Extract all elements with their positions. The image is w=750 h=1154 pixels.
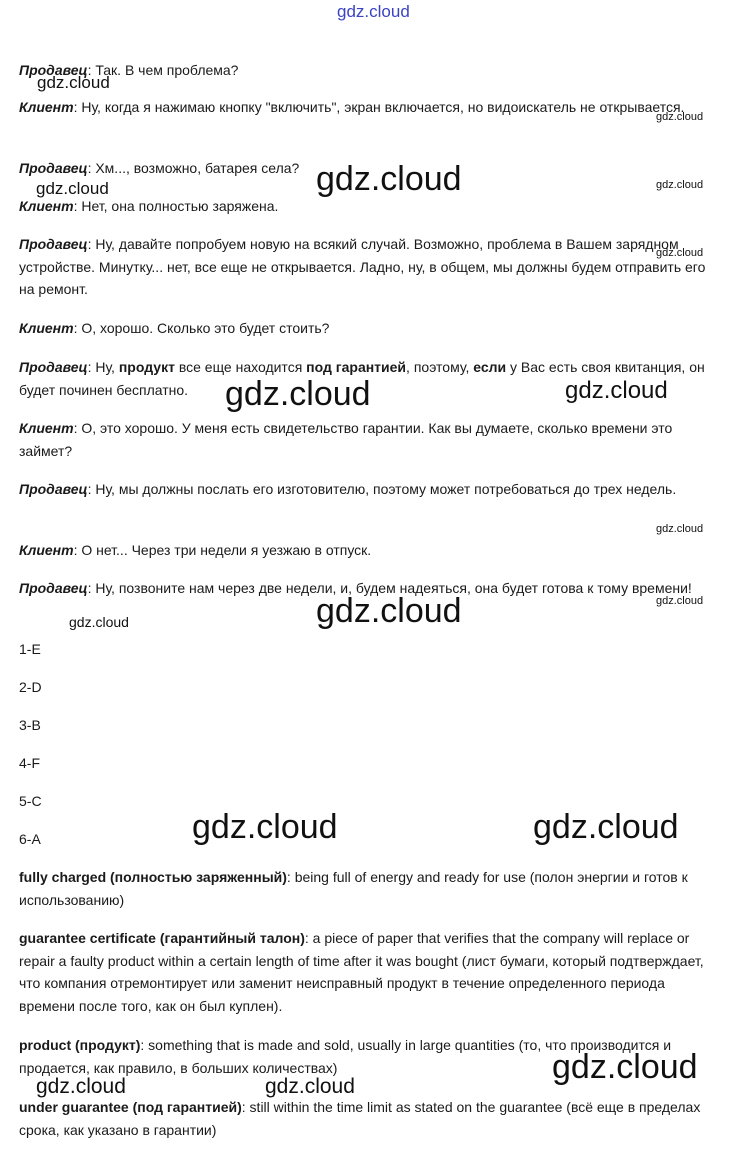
watermark: gdz.cloud bbox=[36, 179, 109, 198]
glossary-definition: : being full of energy and ready for use (полон энергии и готов к использованию) bbox=[19, 869, 688, 908]
watermark: gdz.cloud bbox=[656, 595, 704, 607]
glossary-entry-under-guarantee bbox=[19, 1096, 724, 1141]
line-text: : О, хорошо. Сколько это будет стоить? bbox=[73, 320, 330, 336]
watermark: gdz.cloud bbox=[533, 808, 679, 846]
speaker-label: Клиент bbox=[19, 320, 74, 336]
answer-item: 4-F bbox=[19, 755, 40, 771]
speaker-label: Продавец bbox=[19, 481, 88, 497]
dialogue-line-8 bbox=[19, 417, 724, 462]
watermark: gdz.cloud bbox=[656, 111, 704, 123]
watermark: gdz.cloud bbox=[565, 377, 668, 404]
speaker-label: Клиент bbox=[19, 542, 74, 558]
watermark: gdz.cloud bbox=[316, 160, 462, 198]
watermark: gdz.cloud bbox=[265, 1075, 355, 1098]
speaker-label: Клиент bbox=[19, 420, 74, 436]
bold-term: если bbox=[473, 359, 507, 375]
glossary-entry-fully-charged bbox=[19, 866, 724, 911]
dialogue-line-5 bbox=[19, 233, 724, 301]
answer-item: 3-B bbox=[19, 717, 41, 733]
speaker-label: Продавец bbox=[19, 160, 88, 176]
glossary-definition: : something that is made and sold, usually in large quantities (то, что производится и продается, как правило, в больших количествах) bbox=[19, 1037, 672, 1076]
glossary-term: under guarantee (под гарантией) bbox=[19, 1099, 242, 1115]
glossary-term: guarantee certificate (гарантийный талон) bbox=[19, 930, 305, 946]
line-text: : Ну, мы должны послать его изготовителю, поэтому может потребоваться до трех недель. bbox=[87, 481, 677, 497]
line-text: , поэтому, bbox=[406, 359, 474, 375]
watermark: gdz.cloud bbox=[316, 592, 462, 630]
dialogue-line-9 bbox=[19, 478, 724, 501]
line-text: : Хм..., возможно, батарея села? bbox=[87, 160, 300, 176]
answer-item: 1-E bbox=[19, 641, 41, 657]
bold-term: под гарантией bbox=[306, 359, 407, 375]
dialogue-line-6 bbox=[19, 317, 724, 340]
watermark: gdz.cloud bbox=[69, 614, 129, 630]
watermark: gdz.cloud bbox=[36, 1075, 126, 1098]
glossary-definition: : a piece of paper that verifies that the company will replace or repair a faulty product within a certain length of time after it was bought (лист бумаги, который подтверждает, что компания отремонтирует или заменит неисправный продукт в течение определенного периода времени после того, как он был куплен). bbox=[19, 930, 704, 1014]
bold-term: продукт bbox=[118, 359, 175, 375]
line-text: : Так. В чем проблема? bbox=[87, 62, 239, 78]
glossary-definition: : still within the time limit as stated on the guarantee (всё еще в пределах срока, как указано в гарантии) bbox=[19, 1099, 701, 1138]
answer-item: 5-C bbox=[19, 793, 42, 809]
line-text: : О нет... Через три недели я уезжаю в отпуск. bbox=[73, 542, 372, 558]
watermark: gdz.cloud bbox=[656, 179, 704, 191]
dialogue-line-4 bbox=[19, 195, 724, 218]
glossary-term: product (продукт) bbox=[19, 1037, 141, 1053]
speaker-label: Продавец bbox=[19, 236, 88, 252]
line-text: : Ну, давайте попробуем новую на всякий случай. Возможно, проблема в Вашем зарядном устройстве. Минутку... нет, все еще не открывается. Ладно, ну, в общем, мы должны будем отправить его на ремонт. bbox=[19, 236, 706, 297]
line-text: : Ну, когда я нажимаю кнопку "включить", экран включается, но видоискатель не открывается. bbox=[73, 99, 685, 115]
speaker-label: Продавец bbox=[19, 62, 88, 78]
speaker-label: Продавец bbox=[19, 580, 88, 596]
line-text: : Ну, позвоните нам через две недели, и, будем надеяться, она будет готова к тому времени! bbox=[87, 580, 692, 596]
glossary-entry-guarantee-certificate bbox=[19, 927, 724, 1017]
watermark: gdz.cloud bbox=[192, 808, 338, 846]
dialogue-line-1 bbox=[19, 59, 724, 82]
glossary-term: fully charged (полностью заряженный) bbox=[19, 869, 287, 885]
speaker-label: Клиент bbox=[19, 99, 74, 115]
dialogue-line-2 bbox=[19, 96, 724, 119]
line-text: все еще находится bbox=[174, 359, 307, 375]
watermark: gdz.cloud bbox=[225, 375, 371, 413]
line-text: : Нет, она полностью заряжена. bbox=[73, 198, 279, 214]
watermark: gdz.cloud bbox=[552, 1048, 698, 1086]
line-text: : Ну, bbox=[87, 359, 119, 375]
line-text: у Вас есть своя квитанция, он будет починен бесплатно. bbox=[19, 359, 705, 398]
answer-item: 2-D bbox=[19, 679, 42, 695]
header-watermark: gdz.cloud bbox=[337, 2, 410, 21]
answer-item: 6-A bbox=[19, 831, 41, 847]
watermark: gdz.cloud bbox=[656, 523, 704, 535]
line-text: : О, это хорошо. У меня есть свидетельство гарантии. Как вы думаете, сколько времени это займет? bbox=[19, 420, 673, 459]
watermark: gdz.cloud bbox=[656, 247, 704, 259]
speaker-label: Продавец bbox=[19, 359, 88, 375]
watermark: gdz.cloud bbox=[37, 73, 110, 92]
speaker-label: Клиент bbox=[19, 198, 74, 214]
dialogue-line-10 bbox=[19, 539, 724, 562]
